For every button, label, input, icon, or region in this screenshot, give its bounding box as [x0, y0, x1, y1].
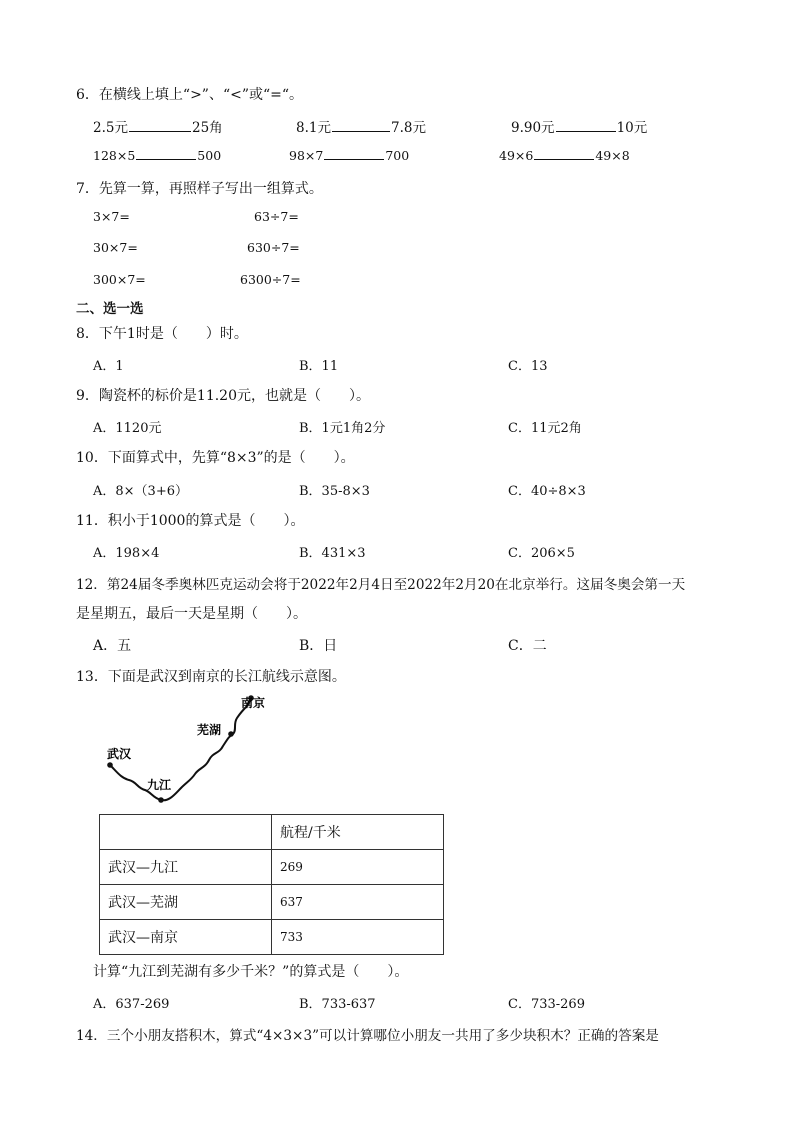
q12-option-a[interactable]: A．五 — [93, 638, 132, 654]
q8-option-b[interactable]: B．11 — [299, 359, 339, 374]
q10-option-c[interactable]: C．40÷8×3 — [508, 484, 586, 499]
q6-right: 500 — [197, 148, 222, 163]
q6-right: 25角 — [191, 120, 223, 136]
section-heading: 二、选一选 — [76, 301, 144, 317]
q11-stem: 11．积小于1000的算式是（ ）。 — [76, 513, 305, 529]
q6-item-4 — [93, 147, 221, 163]
q13-option-c[interactable]: C．733-269 — [508, 997, 585, 1012]
q10-option-a[interactable]: A．8×（3+6） — [93, 484, 188, 499]
q9-stem: 9．陶瓷杯的标价是11.20元，也就是（ ）。 — [76, 388, 370, 404]
q6-left: 9.90元 — [511, 120, 555, 136]
q8-option-a[interactable]: A．1 — [93, 359, 124, 374]
q12-option-b[interactable]: B．日 — [299, 638, 338, 654]
wuhu-marker — [228, 731, 234, 737]
q6-item-5 — [289, 147, 409, 163]
q6-left: 98×7 — [289, 148, 324, 163]
answer-blank[interactable] — [556, 119, 616, 132]
q7-left-3: 300×7= — [93, 272, 146, 287]
q10-stem: 10．下面算式中，先算“8×3”的是（ ）。 — [76, 450, 355, 466]
answer-blank[interactable] — [129, 119, 191, 132]
table-cell-route: 武汉—九江 — [100, 850, 272, 885]
q6-title: 6．在横线上填上“>”、“<”或“=“。 — [76, 87, 304, 103]
yangtze-route-map — [95, 690, 295, 815]
q6-item-3 — [511, 116, 647, 136]
table-cell-distance: 269 — [272, 850, 444, 885]
wuhan-marker — [107, 762, 113, 768]
table-cell-route: 武汉—南京 — [100, 920, 272, 955]
q7-left-1: 3×7= — [93, 209, 130, 224]
q6-right: 700 — [385, 148, 410, 163]
table-header-cell: 航程/千米 — [272, 815, 444, 850]
q6-left: 8.1元 — [296, 120, 331, 136]
q8-stem: 8．下午1时是（ ）时。 — [76, 326, 248, 342]
q13-question: 计算“九江到芜湖有多少千米？”的算式是（ ）。 — [93, 964, 409, 980]
q12-stem-line2: 是星期五，最后一天是星期（ ）。 — [76, 606, 307, 622]
q14-stem: 14．三个小朋友搭积木，算式“4×3×3”可以计算哪位小朋友一共用了多少块积木？正确的答案是 — [76, 1028, 659, 1044]
q6-left: 49×6 — [499, 148, 534, 163]
q10-option-b[interactable]: B．35-8×3 — [299, 484, 370, 499]
q6-right: 7.8元 — [390, 120, 426, 136]
q9-option-b[interactable]: B．1元1角2分 — [299, 421, 386, 436]
q9-option-c[interactable]: C．11元2角 — [508, 421, 582, 436]
q12-option-c[interactable]: C．二 — [508, 638, 547, 654]
q9-option-a[interactable]: A．1120元 — [93, 421, 162, 436]
q7-right-3: 6300÷7= — [240, 272, 301, 287]
table-cell-distance: 637 — [272, 885, 444, 920]
q7-right-2: 630÷7= — [247, 240, 300, 255]
q8-option-c[interactable]: C．13 — [508, 359, 548, 374]
q12-stem-line1: 12．第24届冬季奥林匹克运动会将于2022年2月4日至2022年2月20在北京举行。这届冬奥会第一天 — [76, 577, 686, 593]
table-header-cell — [100, 815, 272, 850]
q13-option-b[interactable]: B．733-637 — [299, 997, 376, 1012]
answer-blank[interactable] — [534, 147, 594, 160]
answer-blank[interactable] — [136, 147, 196, 160]
q6-right: 10元 — [616, 120, 648, 136]
q11-option-b[interactable]: B．431×3 — [299, 546, 366, 561]
map-label-nanjing: 南京 — [241, 696, 266, 710]
table-cell-route: 武汉—芜湖 — [100, 885, 272, 920]
answer-blank[interactable] — [324, 147, 384, 160]
q6-item-2 — [296, 116, 426, 136]
q7-left-2: 30×7= — [93, 240, 138, 255]
map-label-jiujiang: 九江 — [147, 778, 172, 792]
q11-option-c[interactable]: C．206×5 — [508, 546, 575, 561]
q11-option-a[interactable]: A．198×4 — [93, 546, 160, 561]
table-row — [100, 850, 444, 885]
map-label-wuhu: 芜湖 — [197, 723, 222, 737]
map-label-wuhan: 武汉 — [107, 747, 132, 761]
q7-right-1: 63÷7= — [254, 209, 299, 224]
q13-option-a[interactable]: A．637-269 — [93, 997, 170, 1012]
q6-left: 128×5 — [93, 148, 136, 163]
table-cell-distance: 733 — [272, 920, 444, 955]
q6-right: 49×8 — [595, 148, 630, 163]
q6-left: 2.5元 — [93, 120, 128, 136]
table-row — [100, 920, 444, 955]
table-header-row — [100, 815, 444, 850]
table-row — [100, 885, 444, 920]
q13-stem: 13．下面是武汉到南京的长江航线示意图。 — [76, 669, 346, 685]
q6-item-6 — [499, 147, 630, 163]
river-route — [110, 698, 251, 800]
jiujiang-marker — [158, 797, 164, 803]
q6-item-1 — [93, 116, 223, 136]
q7-title: 7．先算一算，再照样子写出一组算式。 — [76, 181, 323, 197]
route-distance-table — [99, 814, 444, 955]
answer-blank[interactable] — [332, 119, 390, 132]
